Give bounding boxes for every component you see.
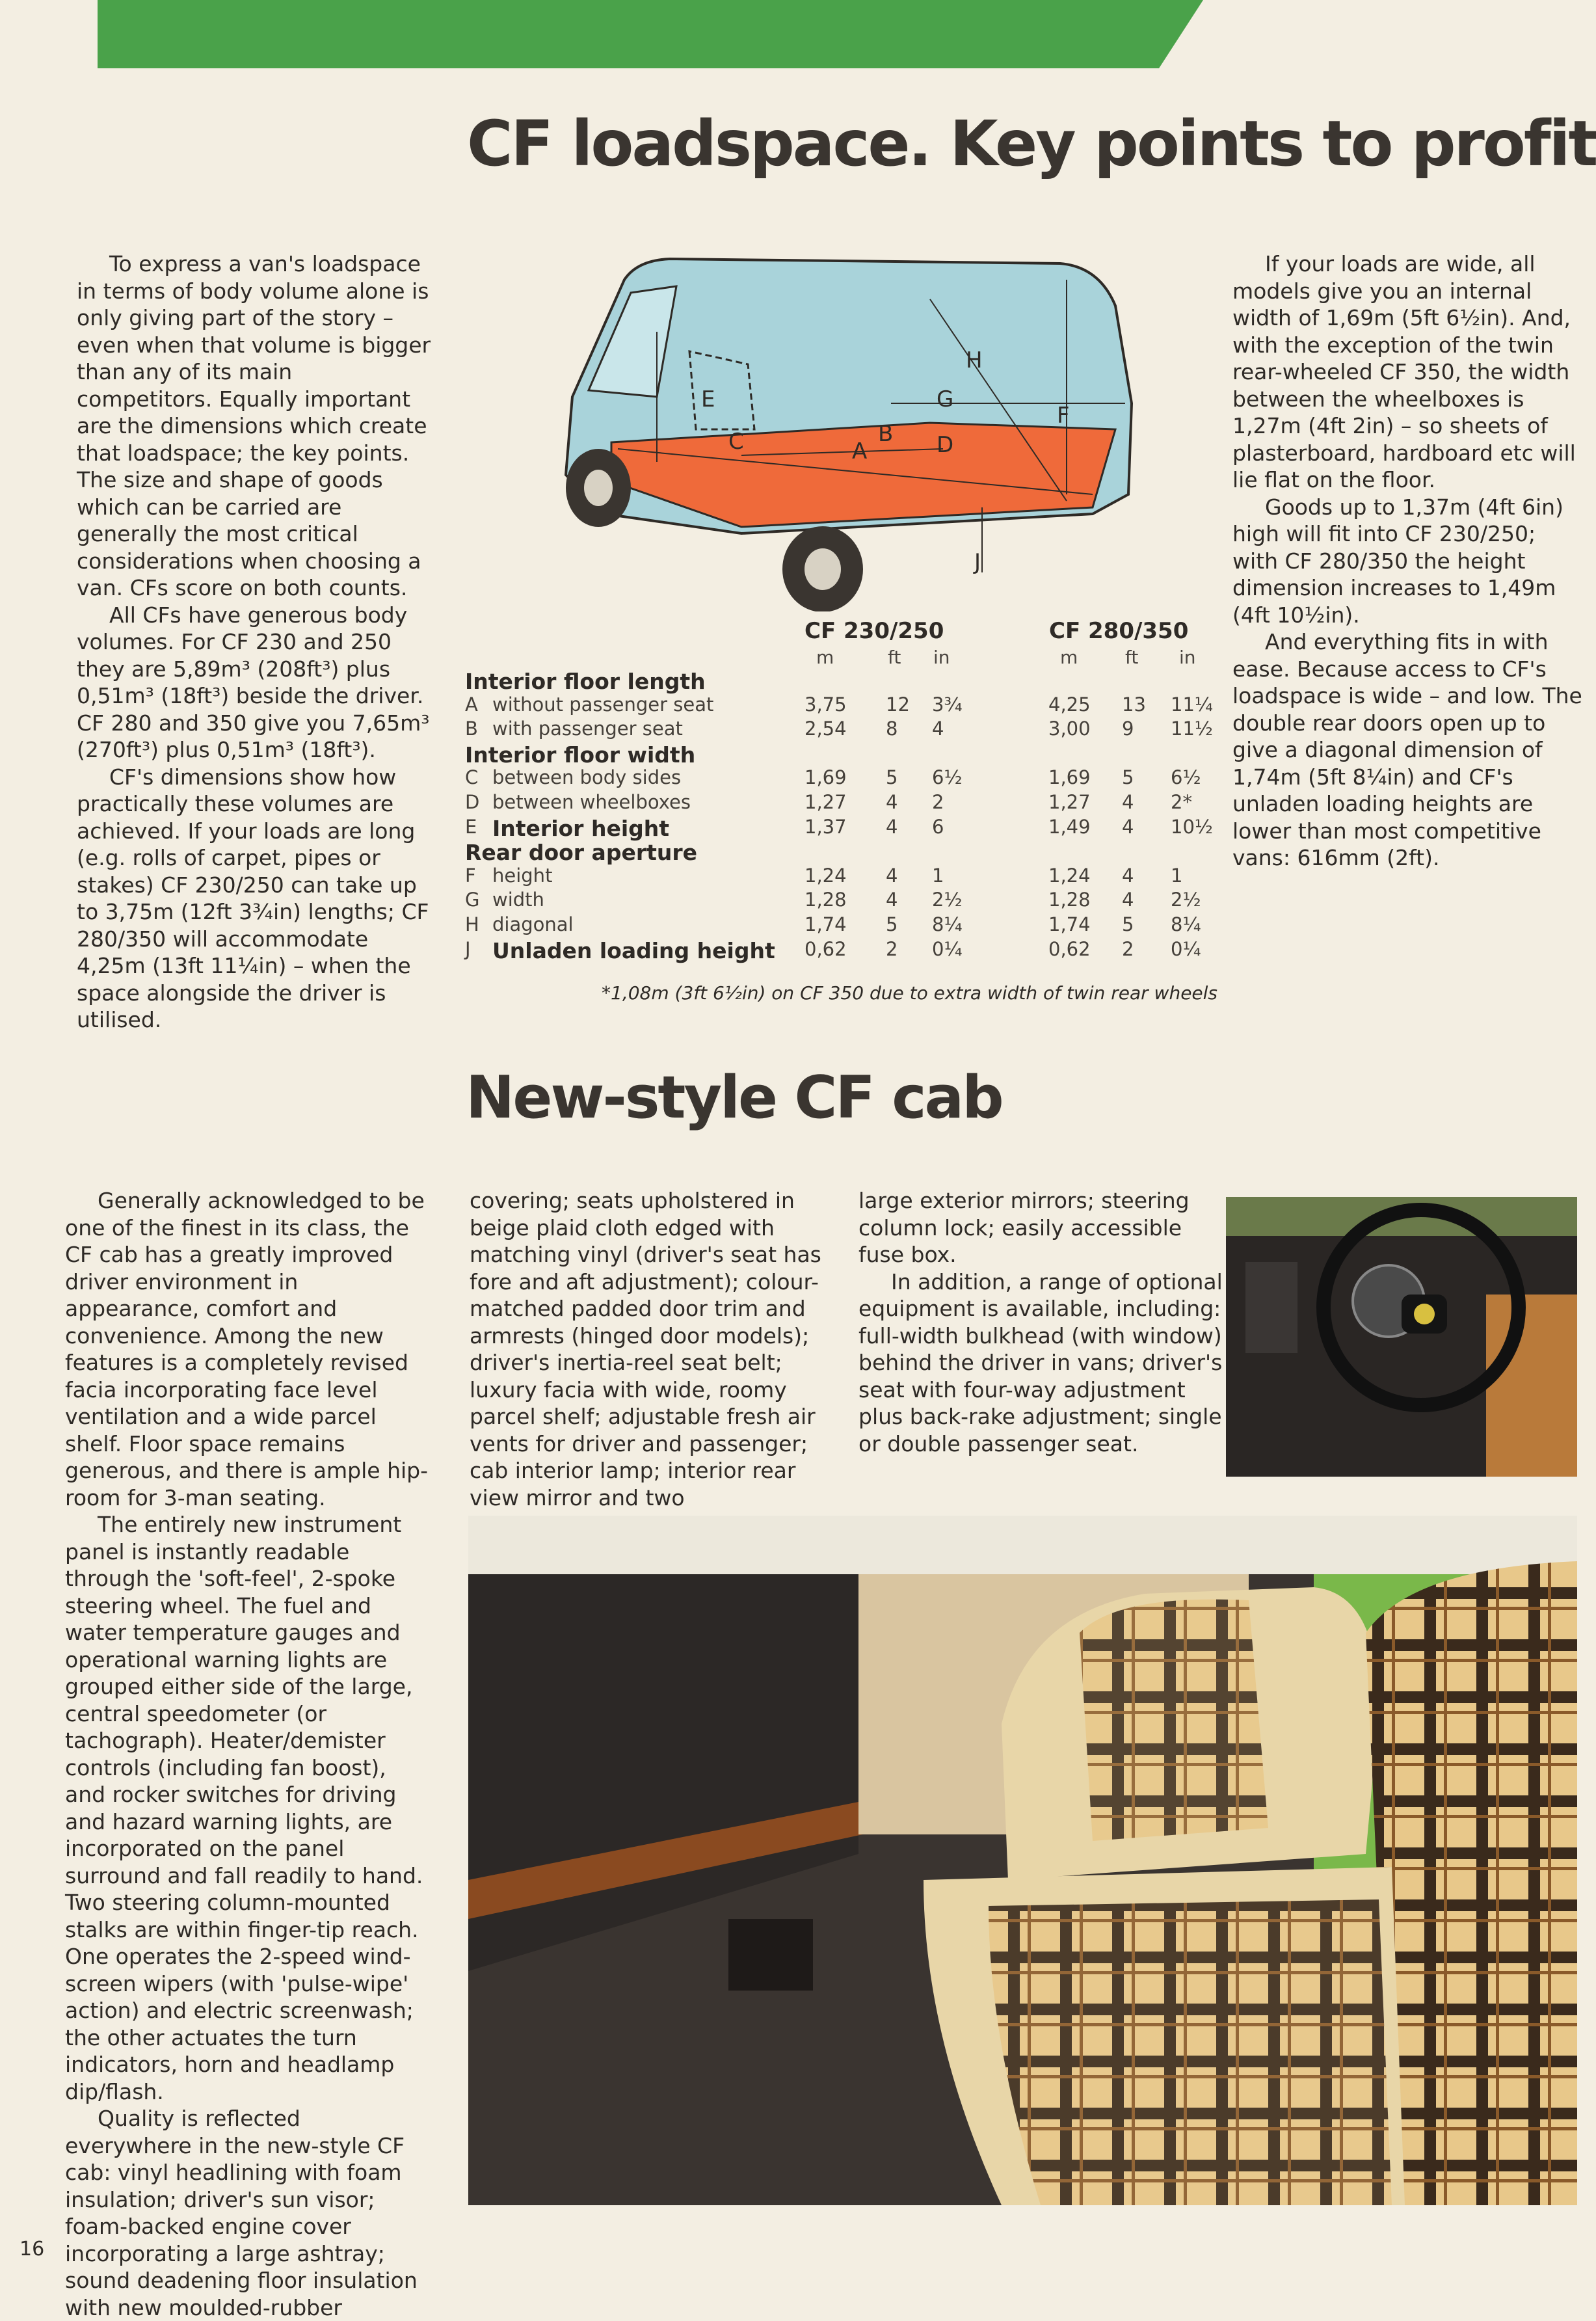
table-cell: 13: [1122, 693, 1146, 716]
diagram-label: D: [937, 432, 954, 458]
table-cell: 8¼: [932, 913, 963, 935]
diagram-label: B: [878, 421, 894, 447]
table-cell: 1: [932, 864, 944, 887]
photo-dashboard: [1226, 1197, 1577, 1477]
intro-column-left: [77, 250, 433, 1034]
paragraph: Goods up to 1,37m (4ft 6in) high will fit into CF 230/250; with CF 280/350 the height dimension increases to 1,49m (4ft 10½in).: [1232, 494, 1563, 628]
table-cell: 4: [1122, 791, 1134, 813]
table-cell: 6½: [1171, 766, 1201, 789]
table-footnote: *1,08m (3ft 6½in) on CF 350 due to extra width of twin rear wheels: [602, 982, 1218, 1004]
paragraph: covering; seats upholstered in beige plaid cloth edged with matching vinyl (driver's seat has fore and aft adjustment); colour-matched padded door trim and armrests (hinged door models); driver's inertia-reel seat belt; luxury facia with wide, roomy parcel shelf; adjustable fresh air vents for driver and passenger; cab interior lamp; interior rear view mirror and two: [470, 1188, 821, 1510]
table-cell: 2½: [1171, 889, 1201, 911]
table-cell: 4: [1122, 889, 1134, 911]
table-cell: 4: [886, 791, 898, 813]
table-cell: 2½: [932, 889, 963, 911]
table-cell: 1,28: [805, 889, 847, 911]
cab-column-1: [65, 1187, 432, 2321]
table-cell: 5: [1122, 913, 1134, 935]
table-section-row: [465, 840, 1200, 865]
table-cell: 2: [932, 791, 944, 813]
paragraph: In addition, a range of optional equipment is available, including: full-width bulkhead (with window) behind the driver in vans; driver's seat with four-way adjustment plus back-rake adjustment; single or double passenger seat.: [858, 1268, 1223, 1456]
table-cell: 1,37: [805, 815, 847, 838]
heading-cab: New-style CF cab: [466, 1064, 1002, 1132]
diagram-label: J: [974, 549, 981, 575]
table-row: [465, 815, 1214, 841]
table-row-key: H: [465, 913, 479, 935]
table-cell: 3,00: [1048, 718, 1091, 740]
unit-header: ft: [1125, 647, 1139, 668]
table-row: [465, 693, 1214, 718]
paragraph: large exterior mirrors; steering column lock; easily accessible fuse box.: [858, 1188, 1190, 1267]
table-row-label: without passenger seat: [492, 693, 714, 716]
table-row-label: between body sides: [492, 766, 682, 789]
van-loadspace-diagram: [527, 234, 1216, 611]
diagram-label: C: [728, 429, 744, 455]
table-cell: 5: [886, 766, 898, 789]
paragraph: If your loads are wide, all models give you an internal width of 1,69m (5ft 6½in). And, with the exception of the twin rear-wheeled CF 350, the width between the wheelboxes is 1,27m (4ft 2in) – so sheets of plasterboard, hardboard etc will lie flat on the floor.: [1232, 251, 1576, 492]
table-row: [465, 889, 1200, 913]
table-cell: 4: [886, 864, 898, 887]
column-group-header: CF 280/350: [1049, 618, 1189, 644]
diagram-label: F: [1057, 403, 1070, 429]
table-cell: 1,24: [1048, 864, 1091, 887]
table-section-row: [465, 669, 1200, 693]
photo-cab-seats: [468, 1516, 1577, 2205]
table-cell: 8: [886, 718, 898, 740]
unit-header: in: [1179, 647, 1196, 668]
table-cell: 6: [932, 815, 944, 838]
table-section-row: [465, 742, 1200, 767]
table-cell: 12: [886, 693, 910, 716]
table-row: [465, 913, 1200, 938]
table-section-label: Interior floor length: [465, 669, 706, 694]
table-row-key: J: [465, 937, 471, 960]
table-row-label: between wheelboxes: [492, 791, 691, 813]
paragraph: CF's dimensions show how practically these volumes are achieved. If your loads are long (e.g. rolls of carpet, pipes or stakes) CF 230/250 can take up to 3,75m (12ft 3¾in) lengths; CF 280/350 will accommodate 4,25m (13ft 11¼in) – when the space alongside the driver is utilised.: [77, 764, 429, 1032]
table-cell: 4: [1122, 864, 1134, 887]
table-row-label: width: [492, 889, 544, 911]
table-row-key: G: [465, 889, 480, 911]
table-row: [465, 791, 1200, 816]
table-row: [465, 718, 1214, 742]
unit-header: in: [933, 647, 950, 668]
diagram-label: A: [852, 438, 868, 464]
table-cell: 1,74: [805, 913, 847, 935]
intro-column-right: [1232, 250, 1584, 872]
table-cell: 6½: [932, 766, 963, 789]
table-cell: 5: [886, 913, 898, 935]
column-group-header: CF 230/250: [805, 618, 944, 644]
paragraph: To express a van's loadspace in terms of body volume alone is only giving part of the story – even when that volume is bigger than any of its main competitors. Equally important are the dimensions which create that loadspace; the key points. The size and shape of goods which can be carried are generally the most critical considerations when choosing a van. CFs score on both counts.: [77, 251, 431, 600]
table-cell: 1: [1171, 864, 1183, 887]
table-cell: 2: [886, 937, 898, 960]
table-section-label: Rear door aperture: [465, 840, 698, 866]
table-cell: 0,62: [805, 937, 847, 960]
table-row-key: E: [465, 815, 477, 838]
diagram-label: E: [701, 386, 715, 412]
table-cell: 2,54: [805, 718, 847, 740]
table-row-label: Interior height: [492, 815, 670, 841]
paragraph: The entirely new instrument panel is instantly readable through the 'soft-feel', 2-spoke steering wheel. The fuel and water temperature gauges and operational warning lights are grouped either side of the large, central speedometer (or tachograph). Heater/demister controls (including fan boost), and rocker switches for driving and hazard warning lights, are incorporated on the panel surround and fall readily to hand. Two steering column-mounted stalks are within finger-tip reach. One operates the 2-speed wind-screen wipers (with 'pulse-wipe' action) and electric screenwash; the other actuates the turn indicators, horn and headlamp dip/flash.: [65, 1512, 423, 2104]
table-cell: 3¾: [932, 693, 963, 716]
table-cell: 2*: [1171, 791, 1192, 813]
paragraph: Generally acknowledged to be one of the finest in its class, the CF cab has a greatly improved driver environment in appearance, comfort and convenience. Among the new features is a completely revised facia incorporating face level ventilation and a wide parcel shelf. Floor space remains generous, and there is ample hip-room for 3-man seating.: [65, 1188, 429, 1510]
table-cell: 0¼: [1171, 937, 1201, 960]
table-cell: 9: [1122, 718, 1134, 740]
table-row: [465, 938, 1200, 963]
paragraph: Quality is reflected everywhere in the new-style CF cab: vinyl headlining with foam insulation; driver's sun visor; foam-backed engine cover incorporating a large ashtray; sound deadening floor insulation with new moulded-rubber: [65, 2106, 418, 2320]
table-row-key: F: [465, 864, 476, 887]
top-green-band: [98, 0, 1203, 68]
table-row: [465, 766, 1200, 791]
unit-header: ft: [888, 647, 901, 668]
table-cell: 5: [1122, 766, 1134, 789]
table-cell: 1,69: [805, 766, 847, 789]
unit-header: m: [816, 647, 834, 668]
table-cell: 4: [886, 889, 898, 911]
cab-column-2: [470, 1187, 837, 1511]
page-number: 16: [20, 2238, 45, 2261]
diagram-label: H: [966, 347, 983, 373]
table-row-label: Unladen loading height: [492, 937, 775, 963]
table-cell: 10½: [1171, 815, 1214, 838]
table-cell: 8¼: [1171, 913, 1201, 935]
cab-column-3: [858, 1187, 1223, 1457]
table-cell: 4,25: [1048, 693, 1091, 716]
table-cell: 4: [1122, 815, 1134, 838]
table-cell: 4: [932, 718, 944, 740]
table-cell: 11¼: [1171, 693, 1214, 716]
table-cell: 0¼: [932, 937, 963, 960]
table-cell: 1,24: [805, 864, 847, 887]
table-row-label: with passenger seat: [492, 718, 683, 740]
table-row-label: height: [492, 864, 553, 887]
table-row: [465, 865, 1200, 889]
table-row-key: A: [465, 693, 478, 716]
table-cell: 1,28: [1048, 889, 1091, 911]
paragraph: All CFs have generous body volumes. For CF 230 and 250 they are 5,89m³ (208ft³) plus 0,51m³ (18ft³) beside the driver. CF 280 and 350 give you 7,65m³ (270ft³) plus 0,51m³ (18ft³).: [77, 602, 430, 762]
table-cell: 3,75: [805, 693, 847, 716]
table-section-label: Interior floor width: [465, 742, 696, 768]
table-cell: 1,27: [805, 791, 847, 813]
table-cell: 4: [886, 815, 898, 838]
table-cell: 2: [1122, 937, 1134, 960]
heading-loadspace: CF loadspace. Key points to profit: [467, 107, 1596, 180]
table-cell: 1,27: [1048, 791, 1091, 813]
table-cell: 1,49: [1048, 815, 1091, 838]
table-cell: 11½: [1171, 718, 1214, 740]
unit-header: m: [1060, 647, 1078, 668]
table-cell: 1,74: [1048, 913, 1091, 935]
table-row-label: diagonal: [492, 913, 574, 935]
paragraph: And everything fits in with ease. Because access to CF's loadspace is wide – and low. The double rear doors open up to give a diagonal dimension of 1,74m (5ft 8¼in) and CF's unladen loading heights are lower than most competitive vans: 616mm (2ft).: [1232, 629, 1582, 870]
table-cell: 0,62: [1048, 937, 1091, 960]
diagram-label: G: [937, 386, 954, 412]
table-row-key: B: [465, 718, 478, 740]
table-cell: 1,69: [1048, 766, 1091, 789]
table-row-key: D: [465, 791, 480, 813]
table-row-key: C: [465, 766, 479, 789]
